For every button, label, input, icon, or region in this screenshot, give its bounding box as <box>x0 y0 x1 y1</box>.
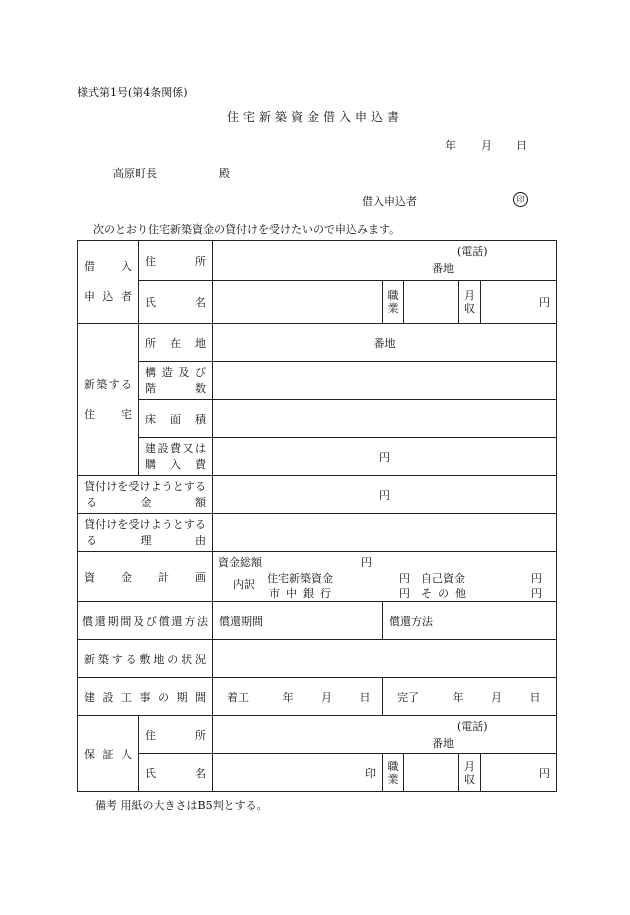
occupation-label <box>383 754 404 792</box>
other-fund-label: その他 <box>421 586 472 600</box>
structure-field[interactable] <box>213 362 557 400</box>
form-title: 住宅新築資金借入申込書 <box>226 110 403 124</box>
date-month-label: 月 <box>481 139 492 152</box>
applicant-address-row <box>78 241 557 281</box>
cost-label <box>139 438 213 476</box>
structure-label-2: 階数 <box>145 381 206 395</box>
house-label-line2: 住宅 <box>84 407 132 421</box>
loan-amount-field[interactable] <box>213 476 557 514</box>
income-label-1: 月 <box>464 289 475 302</box>
yen-unit: 円 <box>399 586 410 600</box>
applicant-name-row <box>78 281 557 324</box>
cost-label-1: 建設費又は <box>145 441 206 455</box>
yen-unit: 円 <box>531 571 542 585</box>
site-row <box>78 640 557 678</box>
applicant-label-line1: 借入 <box>84 260 132 273</box>
total-fund-label: 資金総額 <box>218 555 262 569</box>
loan-reason-label-2-row: る理由 <box>86 533 206 547</box>
repayment-method-field[interactable] <box>383 602 557 640</box>
funding-field[interactable] <box>213 552 557 602</box>
occupation-label-1: 職 <box>387 759 399 773</box>
loan-amount-label-2-row: る金額 <box>86 495 206 509</box>
construction-label: 建設工事の期間 <box>78 678 213 716</box>
date-year-label: 年 <box>445 139 456 152</box>
guarantor-address-row <box>78 716 557 754</box>
loan-amount-label-2: 金額 <box>140 495 206 509</box>
yen-unit: 円 <box>399 571 410 585</box>
date-day-label: 日 <box>516 139 527 152</box>
loan-amount-label <box>78 476 213 514</box>
seal-label: 印 <box>365 766 376 780</box>
housing-fund-label: 住宅新築資金 <box>267 571 333 585</box>
month-label: 月 <box>321 690 332 704</box>
structure-label-1: 構造及び <box>145 365 206 379</box>
guarantor-name-row <box>78 754 557 792</box>
cost-field[interactable] <box>213 438 557 476</box>
name-label: 氏名 <box>139 281 213 324</box>
year-label: 年 <box>452 690 464 704</box>
guarantor-address-field[interactable] <box>213 716 557 754</box>
location-label: 所在地 <box>139 324 213 362</box>
month-label: 月 <box>491 690 502 704</box>
repayment-label: 償還期間及び償還方法 <box>78 602 213 640</box>
income-label-2: 収 <box>464 302 475 315</box>
yen-unit: 円 <box>539 766 551 780</box>
site-field[interactable] <box>213 640 557 678</box>
yen-unit: 円 <box>361 555 372 569</box>
repayment-period-label: 償還期間 <box>219 614 263 628</box>
day-label: 日 <box>359 690 371 704</box>
guarantor-occupation-field[interactable] <box>404 754 459 792</box>
income-label <box>459 754 481 792</box>
yen-unit: 円 <box>539 296 551 309</box>
cost-label-2: 購入費 <box>145 457 206 471</box>
applicant-name-field[interactable] <box>213 281 383 324</box>
house-location-row <box>78 324 557 362</box>
banchi-label: 番地 <box>432 262 454 275</box>
applicant-income-field[interactable] <box>481 281 557 324</box>
guarantor-income-field[interactable] <box>481 754 557 792</box>
own-fund-label: 自己資金 <box>421 571 465 585</box>
intro-sentence: 次のとおり住宅新築資金の貸付けを受けたいので申込みます。 <box>93 223 401 236</box>
phone-label: (電話) <box>457 720 488 733</box>
loan-amount-label-1: 貸付けを受けようとする <box>84 479 206 493</box>
applicant-label-line2: 申込者 <box>84 290 132 303</box>
applicant-occupation-field[interactable] <box>404 281 459 324</box>
addressee: 高原町長 <box>113 167 157 180</box>
address-label: 住所 <box>139 241 213 281</box>
form-number: 様式第1号(第4条関係) <box>77 86 188 99</box>
occupation-label-1: 職 <box>387 289 399 302</box>
loan-reason-label-2: 理由 <box>140 533 206 547</box>
floor-area-row <box>78 400 557 438</box>
phone-label: (電話) <box>457 245 488 258</box>
floor-area-label: 床面積 <box>139 400 213 438</box>
day-label: 日 <box>529 690 541 704</box>
guarantor-name-field[interactable] <box>213 754 383 792</box>
breakdown-label: 内訳 <box>233 577 255 591</box>
location-field[interactable] <box>213 324 557 362</box>
house-group-label <box>78 324 139 476</box>
income-label <box>459 281 481 324</box>
loan-reason-label <box>78 514 213 552</box>
cost-row <box>78 438 557 476</box>
occupation-label <box>383 281 404 324</box>
guarantor-group-label: 保証人 <box>78 716 139 792</box>
construction-start-field[interactable] <box>213 678 383 716</box>
honorific: 殿 <box>219 167 230 180</box>
occupation-label-2: 業 <box>387 302 399 315</box>
year-label: 年 <box>282 690 294 704</box>
applicant-signature-label: 借入申込者 <box>362 195 417 208</box>
floor-area-field[interactable] <box>213 400 557 438</box>
banchi-label: 番地 <box>432 737 454 750</box>
site-label: 新築する敷地の状況 <box>78 640 213 678</box>
construction-end-field[interactable] <box>383 678 557 716</box>
loan-reason-label-1: 貸付けを受けようとする <box>84 517 206 531</box>
yen-unit: 円 <box>379 450 391 464</box>
end-label: 完了 <box>397 690 419 704</box>
name-label: 氏名 <box>139 754 213 792</box>
income-label-2: 収 <box>464 772 475 786</box>
occupation-label-2: 業 <box>387 772 399 786</box>
structure-label <box>139 362 213 400</box>
address-label: 住所 <box>139 716 213 754</box>
repayment-period-field[interactable] <box>213 602 383 640</box>
loan-reason-field[interactable] <box>213 514 557 552</box>
applicant-address-field[interactable] <box>213 241 557 281</box>
yen-unit: 円 <box>531 586 542 600</box>
application-table <box>77 240 557 792</box>
banchi-label: 番地 <box>373 336 396 350</box>
applicant-group-label <box>78 241 139 324</box>
start-label: 着工 <box>227 690 249 704</box>
notes: 備考 用紙の大きさはB5判とする。 <box>95 799 268 812</box>
funding-row <box>78 552 557 602</box>
loan-amount-row <box>78 476 557 514</box>
repayment-method-label: 償還方法 <box>389 614 433 628</box>
bank-label: 市中銀行 <box>269 586 337 600</box>
funding-label: 資金計画 <box>78 552 213 602</box>
yen-unit: 円 <box>379 488 391 502</box>
construction-row <box>78 678 557 716</box>
seal-mark: 印 <box>513 192 528 207</box>
house-label-line1: 新築する <box>84 377 132 391</box>
repayment-row <box>78 602 557 640</box>
structure-row <box>78 362 557 400</box>
income-label-1: 月 <box>464 759 475 773</box>
loan-reason-row <box>78 514 557 552</box>
